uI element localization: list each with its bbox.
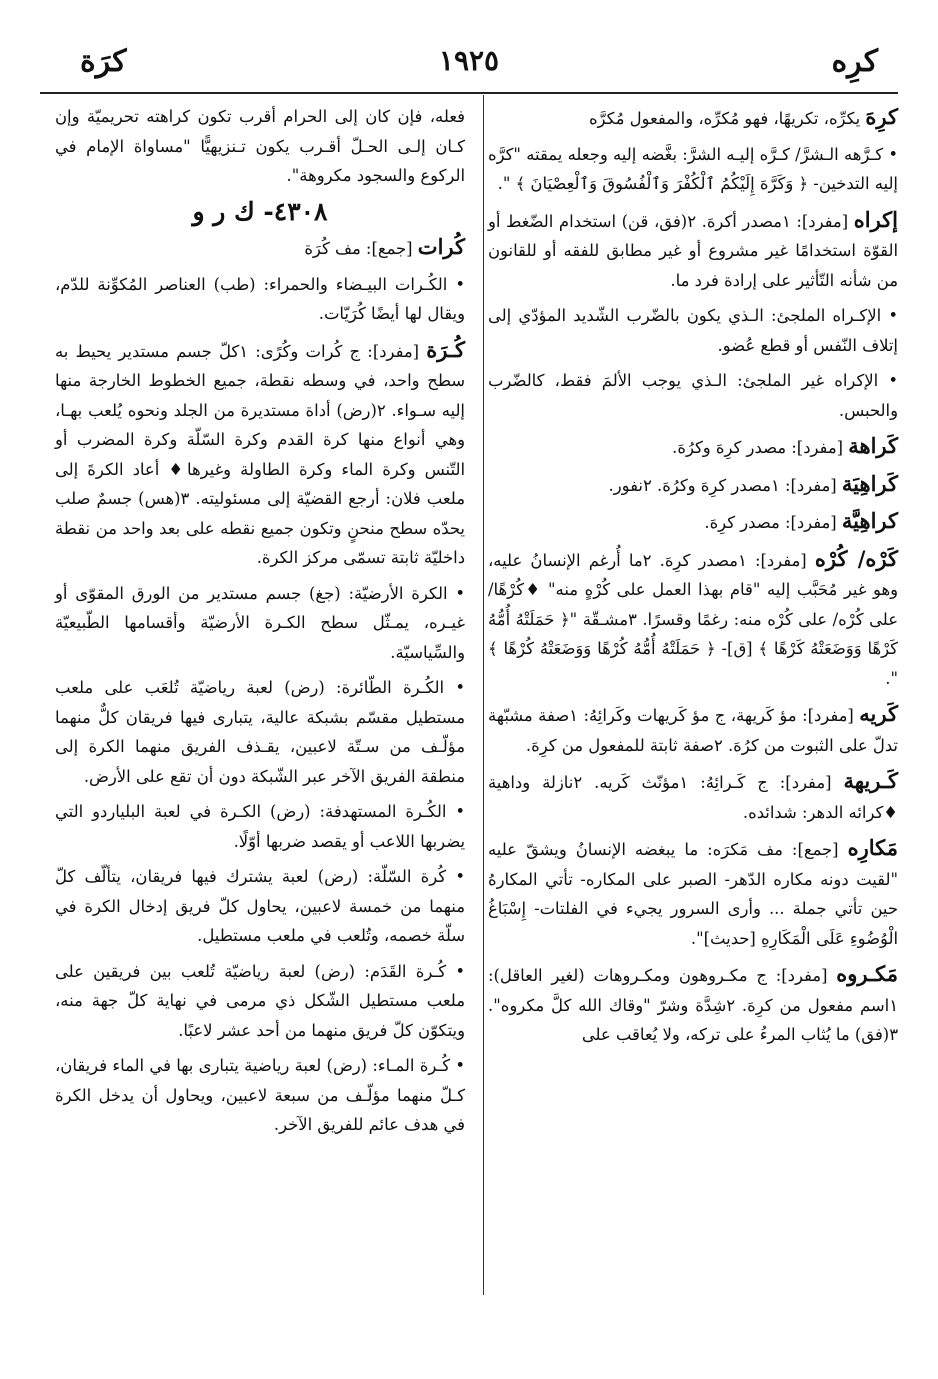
definition: [مفرد]: ١مصدر كرِهَ. ٢ما أُرغم الإنسانُ عليه، وهو غير مُحَبَّب إليه "قام بهذا العمل على كُرْهٍ منه" ♦كُرْهًا/ على كُرْه/ على كُرْه منه: رغمًا وقسرًا. ٣مشـقّة "﴿ حَمَلَتْهُ أُمُّهُ كَرْهًا وَوَضَعَتْهُ كَرْهًا ﴾ [ق]- ﴿ حَمَلَتْهُ أُمُّهُ كُرْهًا وَوَضَعَتْهُ كُرْهًا ﴾ ". xyxy=(488,550,898,688)
headword: كَرْه/ كُرْه xyxy=(814,545,899,571)
entry xyxy=(488,766,898,827)
definition: [مفرد]: مؤ كَريهة، ج مؤ كَريهات وكَرائِهُ: ١صفة مشبّهة تدلّ على الثبوت من كرُهَ. ٢صفة ثابتة للمفعول من كرِهَ. xyxy=(488,706,898,755)
headword: كَـريهة xyxy=(843,768,899,793)
entry xyxy=(488,469,898,501)
definition: • كُـرة القَدَم: (رض) لعبة رياضيّة تُلعب بين فريقين على ملعب مستطيل الشّكل ذي مرمى في نهاية كلّ جهة منه، ويتكوّن كلّ فريق منهما من أحد عشر لاعبًا. xyxy=(55,961,465,1040)
entry xyxy=(488,833,898,953)
entry xyxy=(55,270,465,329)
root-heading: ٤٣٠٨- ك ر و xyxy=(192,196,328,226)
definition: • الكُـرة الطّائرة: (رض) لعبة رياضيّة تُلعَب على ملعب مستطيل مقسّم بشبكة عالية، يتبارى فيها فريقان كلٌّ منهما مؤلّـف من سـتّة لاعبين، يقـذف الفريق منهما الكرة إلى منطقة الفريق الآخر عبر الشّبكة دون أن تقع على الأرض. xyxy=(55,678,465,786)
entry xyxy=(55,1051,465,1140)
definition: [مفرد]: ١مصدر كرِهَ وكرُهَ. ٢نفور. xyxy=(608,475,837,495)
page-header xyxy=(40,40,898,94)
definition: • كـرَّهه الـشرَّ/ كـرَّه إليـه الشرَّ: بغَّضه إليه وجعله يمقته "كرَّه إليه التدخين- ﴿ وَكَرَّهَ إِلَيْكُمُ ٱلْكُفْرَ وَٱلْفُسُوقَ وَٱلْعِصْيَانَ ﴾ ". xyxy=(488,144,898,193)
header-right-word: كرِه xyxy=(831,44,878,79)
definition: [جمع]: مف مَكرَه: ما يبغضه الإنسانُ ويشقّ عليه "لقيت دونه مكاره الدّهر- الصبر على المكاره- تأتي المكارهُ حين تأتي جملة ... وأرى السرور يجيء في الفلتات- إِسْبَاغُ الْوُضُوءِ عَلَى الْمَكَارِهِ [حديث]". xyxy=(488,840,898,948)
headword: مَكـروه xyxy=(836,961,898,986)
entry xyxy=(488,699,898,760)
entry xyxy=(55,673,465,791)
page-number: ١٩٢٥ xyxy=(438,44,500,77)
entry xyxy=(55,335,465,573)
entry xyxy=(488,102,898,134)
definition: [مفرد]: مصدر كرِهَ وكرُهَ. xyxy=(672,438,844,457)
entry xyxy=(55,232,465,264)
entry xyxy=(488,366,898,425)
entry xyxy=(488,506,898,538)
entry xyxy=(55,579,465,668)
definition: • الكُـرة المستهدفة: (رض) الكـرة في لعبة البلياردو التي يضربها اللاعب أو يقصد ضربها أوّلًا. xyxy=(55,802,465,851)
headword: كُرات xyxy=(417,234,465,259)
entry xyxy=(55,862,465,951)
entry xyxy=(55,957,465,1046)
column-divider xyxy=(483,95,484,1295)
headword: كراهِيَّة xyxy=(841,508,898,533)
entry xyxy=(55,797,465,856)
headword: كَراهِيَة xyxy=(841,470,898,496)
headword: كَريه xyxy=(859,701,898,726)
entry xyxy=(488,431,898,463)
definition: • كُـرة المـاء: (رض) لعبة رياضية يتبارى بها في الماء فريقان، كـلّ منهما مؤلّـف من سبعة لاعبين، ويحاول أن يدخل الكرة في هدف عائم للفريق الآخر. xyxy=(55,1056,465,1134)
definition: [مفرد]: ج مكـروهون ومكـروهات (لغير العاقل): ١اسم مفعول من كرِهَ. ٢شِدَّة وشرّ "وقاك الله كلَّ مكروه". ٣(فق) ما يُثاب المرءُ على تركه، ولا يُعاقب على xyxy=(488,966,898,1044)
continued-text: فعله، فإن كان إلى الحرام أقرب تكون كراهته تحريميّة وإن كـان إلـى الحـلّ أقـرب يكون تـنزيهيًّا "مساواة الإمام في الركوع والسجود مكروهة". xyxy=(55,107,465,185)
entry xyxy=(488,544,898,694)
definition: [مفرد]: مصدر كرِهَ. xyxy=(704,513,837,532)
entry xyxy=(488,301,898,360)
left-column xyxy=(55,102,465,1146)
definition: • الإكـراه الملجئ: الـذي يكون بالضّرب الشّديد المؤدّي إلى إتلاف النّفس أو قطع عُضو. xyxy=(488,306,898,355)
definition: • الكُـرات البيـضاء والحمراء: (طب) العناصر المُكوِّنة للدّم، ويقال لها أيضًا كُرَيّات. xyxy=(55,274,465,323)
headword: مَكارِه xyxy=(847,835,898,860)
definition: • الكرة الأرضيّة: (جغ) جسم مستدير من الورق المقوّى أو غيـره، يمـثّل سطح الكـرة الأرضيّة وأقسامها الطّبيعيّة والسِّياسيّة. xyxy=(55,583,465,662)
headword: إكراه xyxy=(853,206,898,232)
entry xyxy=(488,959,898,1050)
definition: [مفرد]: ج كَـرائِهُ: ١مؤنّث كَريه. ٢نازلة وداهية ♦كرائه الدهر: شدائده. xyxy=(488,773,898,822)
entry xyxy=(488,205,898,296)
headword: كرِهَ xyxy=(865,104,898,129)
headword: كَراهة xyxy=(848,433,898,458)
definition: [جمع]: مف كُرَة xyxy=(304,239,413,258)
header-left-word: كرَة xyxy=(80,44,127,79)
definition: [مفرد]: ١مصدر أكرهَ. ٢(فق، قن) استخدام الضّغط أو القوّة استخدامًا غير مشروع أو غير مطابق للفقه أو للقانون من شأنه التّأثير على إرادة فرد ما. xyxy=(488,211,898,290)
definition: • الإكراه غير الملجئ: الـذي يوجب الألمَ فقط، كالضّرب والحبس. xyxy=(488,371,898,420)
definition: يكرِّه، تكريهًا، فهو مُكرِّه، والمفعول مُكرَّه xyxy=(588,109,861,128)
right-column xyxy=(488,102,898,1056)
entry xyxy=(488,140,898,199)
definition: [مفرد]: ج كُرات وكُرًى: ١كلّ جسم مستدير يحيط به سطح واحد، في وسطه نقطة، جميع الخطوط الخارجة منها إليه سـواء. ٢(رض) أداة مستديرة من الجلد ونحوه يُلعب بهـا، وهي أنواع منها كرة القدم وكرة السّلّة وكرة المضرب أو التّنس وكرة الماء وكرة الطاولة وغيرها♦ أعاد الكرةَ إلى ملعب فلان: أرجع القضيّة إلى مسئوليته. ٣(هس) جسمٌ صلب يحدّه سطح منحنٍ وتكون جميع نقطه على بعد واحد من نقطة داخليّة ثابتة تسمّى مركز الكرة. xyxy=(55,341,465,567)
definition: • كُرة السّلّة: (رض) لعبة يشترك فيها فريقان، يتألّف كلّ منهما من خمسة لاعبين، يحاول كلّ فريق إدخال الكرة في سلّة خصمه، وتُلعب في ملعب مستطيل. xyxy=(55,867,465,945)
headword: كُـرَة xyxy=(426,336,465,362)
